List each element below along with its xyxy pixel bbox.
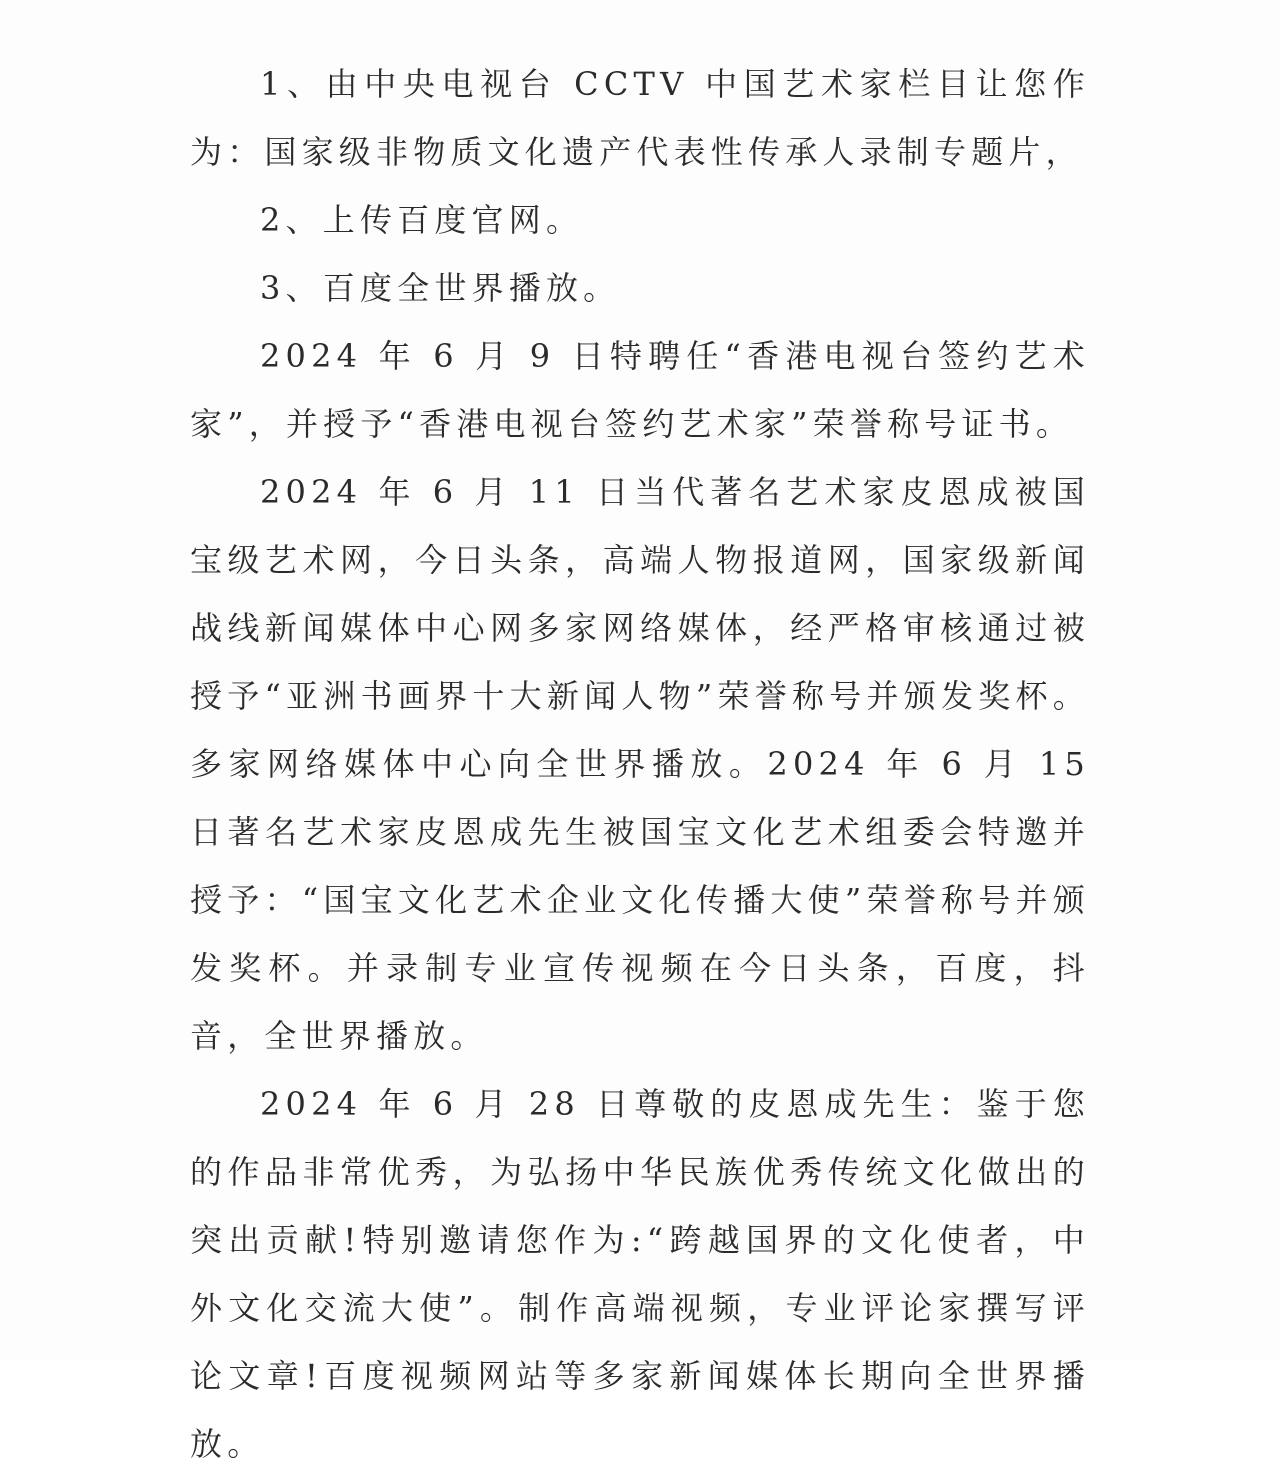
- paragraph-item-3: 3、百度全世界播放。: [260, 269, 621, 307]
- paragraph-june-9: 2024 年 6 月 9 日特聘任“香港电视台签约艺术家”，并授予“香港电视台签约艺术家”荣誉称号证书。: [190, 337, 1090, 443]
- paragraph-item-2: 2、上传百度官网。: [260, 201, 584, 239]
- paragraph-june-11-15: 2024 年 6 月 11 日当代著名艺术家皮恩成被国宝级艺术网，今日头条，高端人物报道网，国家级新闻战线新闻媒体中心网多家网络媒体，经严格审核通过被授予“亚洲书画界十大新闻人物”荣誉称号并颁发奖杯。多家网络媒体中心向全世界播放。2024 年 6 月 15 日著名艺术家皮恩成先生被国宝文化艺术组委会特邀并授予：“国宝文化艺术企业文化传播大使”荣誉称号并颁发奖杯。并录制专业宣传视频在今日头条，百度，抖音，全世界播放。: [190, 473, 1090, 1055]
- paragraph-june-28: 2024 年 6 月 28 日尊敬的皮恩成先生：鉴于您的作品非常优秀，为弘扬中华民族优秀传统文化做出的突出贡献!特别邀请您作为:“跨越国界的文化使者，中外文化交流大使”。制作高端视频，专业评论家撰写评论文章!百度视频网站等多家新闻媒体长期向全世界播放。: [190, 1085, 1090, 1463]
- paragraph-item-1: 1、由中央电视台 CCTV 中国艺术家栏目让您作为：国家级非物质文化遗产代表性传承人录制专题片，: [190, 65, 1090, 171]
- document-body: [190, 50, 1090, 1478]
